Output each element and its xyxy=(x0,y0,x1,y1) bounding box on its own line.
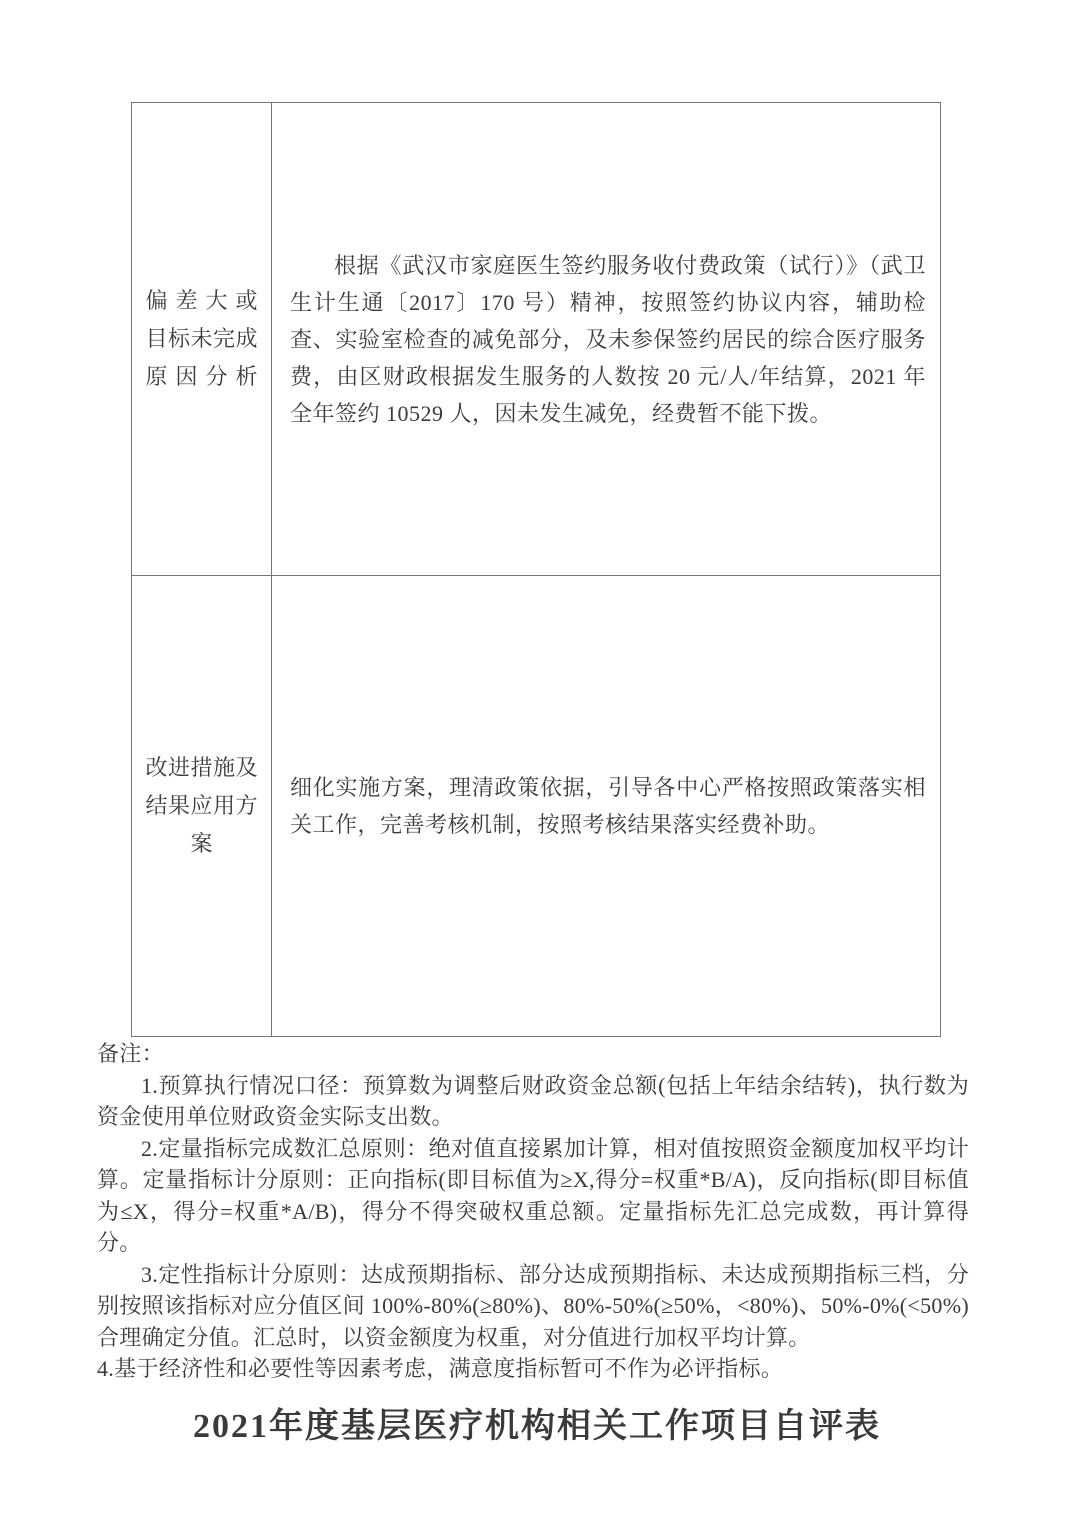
table-row-deviation-analysis xyxy=(132,103,940,576)
row-content-improvement-measures xyxy=(272,576,940,1036)
notes-heading: 备注： xyxy=(97,1041,164,1066)
note-item-2: 2.定量指标完成数汇总原则：绝对值直接累加计算，相对值按照资金额度加权平均计算。定量指标计分原则：正向指标(即目标值为≥X,得分=权重*B/A)，反向指标(即目标值为≤X，得分=权重*A/B)，得分不得突破权重总额。定量指标先汇总完成数，再计算得分。 xyxy=(97,1135,969,1255)
row-label-line: 案 xyxy=(190,831,213,856)
row-label-deviation-analysis xyxy=(132,103,272,575)
note-item-4: 4.基于经济性和必要性等因素考虑，满意度指标暂可不作为必评指标。 xyxy=(97,1356,784,1381)
note-item-3: 3.定性指标计分原则：达成预期指标、部分达成预期指标、未达成预期指标三档，分别按照该指标对应分值区间 100%-80%(≥80%)、80%-50%(≥50%，<80%)、50%-0%(<50%)合理确定分值。汇总时，以资金额度为权重，对分值进行加权平均计算。 xyxy=(97,1261,969,1350)
row-label-line: 目标未完成 xyxy=(145,326,258,351)
improvement-measures-text: 细化实施方案，理清政策依据，引导各中心严格按照政策落实相关工作，完善考核机制，按照考核结果落实经费补助。 xyxy=(290,775,926,837)
notes-section xyxy=(97,1038,969,1385)
row-label-improvement-measures xyxy=(132,576,272,1036)
self-evaluation-table xyxy=(131,102,941,1037)
row-label-line: 改进措施及 xyxy=(145,755,258,780)
row-label-line: 原因分析 xyxy=(145,364,258,389)
note-item-1: 1.预算执行情况口径：预算数为调整后财政资金总额(包括上年结余结转)，执行数为资金使用单位财政资金实际支出数。 xyxy=(97,1072,969,1129)
row-content-deviation-analysis xyxy=(272,103,940,575)
table-row-improvement-measures xyxy=(132,576,940,1036)
row-label-line: 偏差大或 xyxy=(145,288,258,313)
deviation-analysis-text: 根据《武汉市家庭医生签约服务收付费政策（试行）》（武卫生计生通〔2017〕170 号）精神，按照签约协议内容，辅助检查、实验室检查的减免部分，及未参保签约居民的综合医疗服务费，由区财政根据发生服务的人数按 20 元/人/年结算，2021 年全年签约 10529 人，因未发生减免，经费暂不能下拨。 xyxy=(290,252,926,426)
page-title: 2021年度基层医疗机构相关工作项目自评表 xyxy=(193,1408,881,1445)
row-label-line: 结果应用方 xyxy=(145,793,258,818)
